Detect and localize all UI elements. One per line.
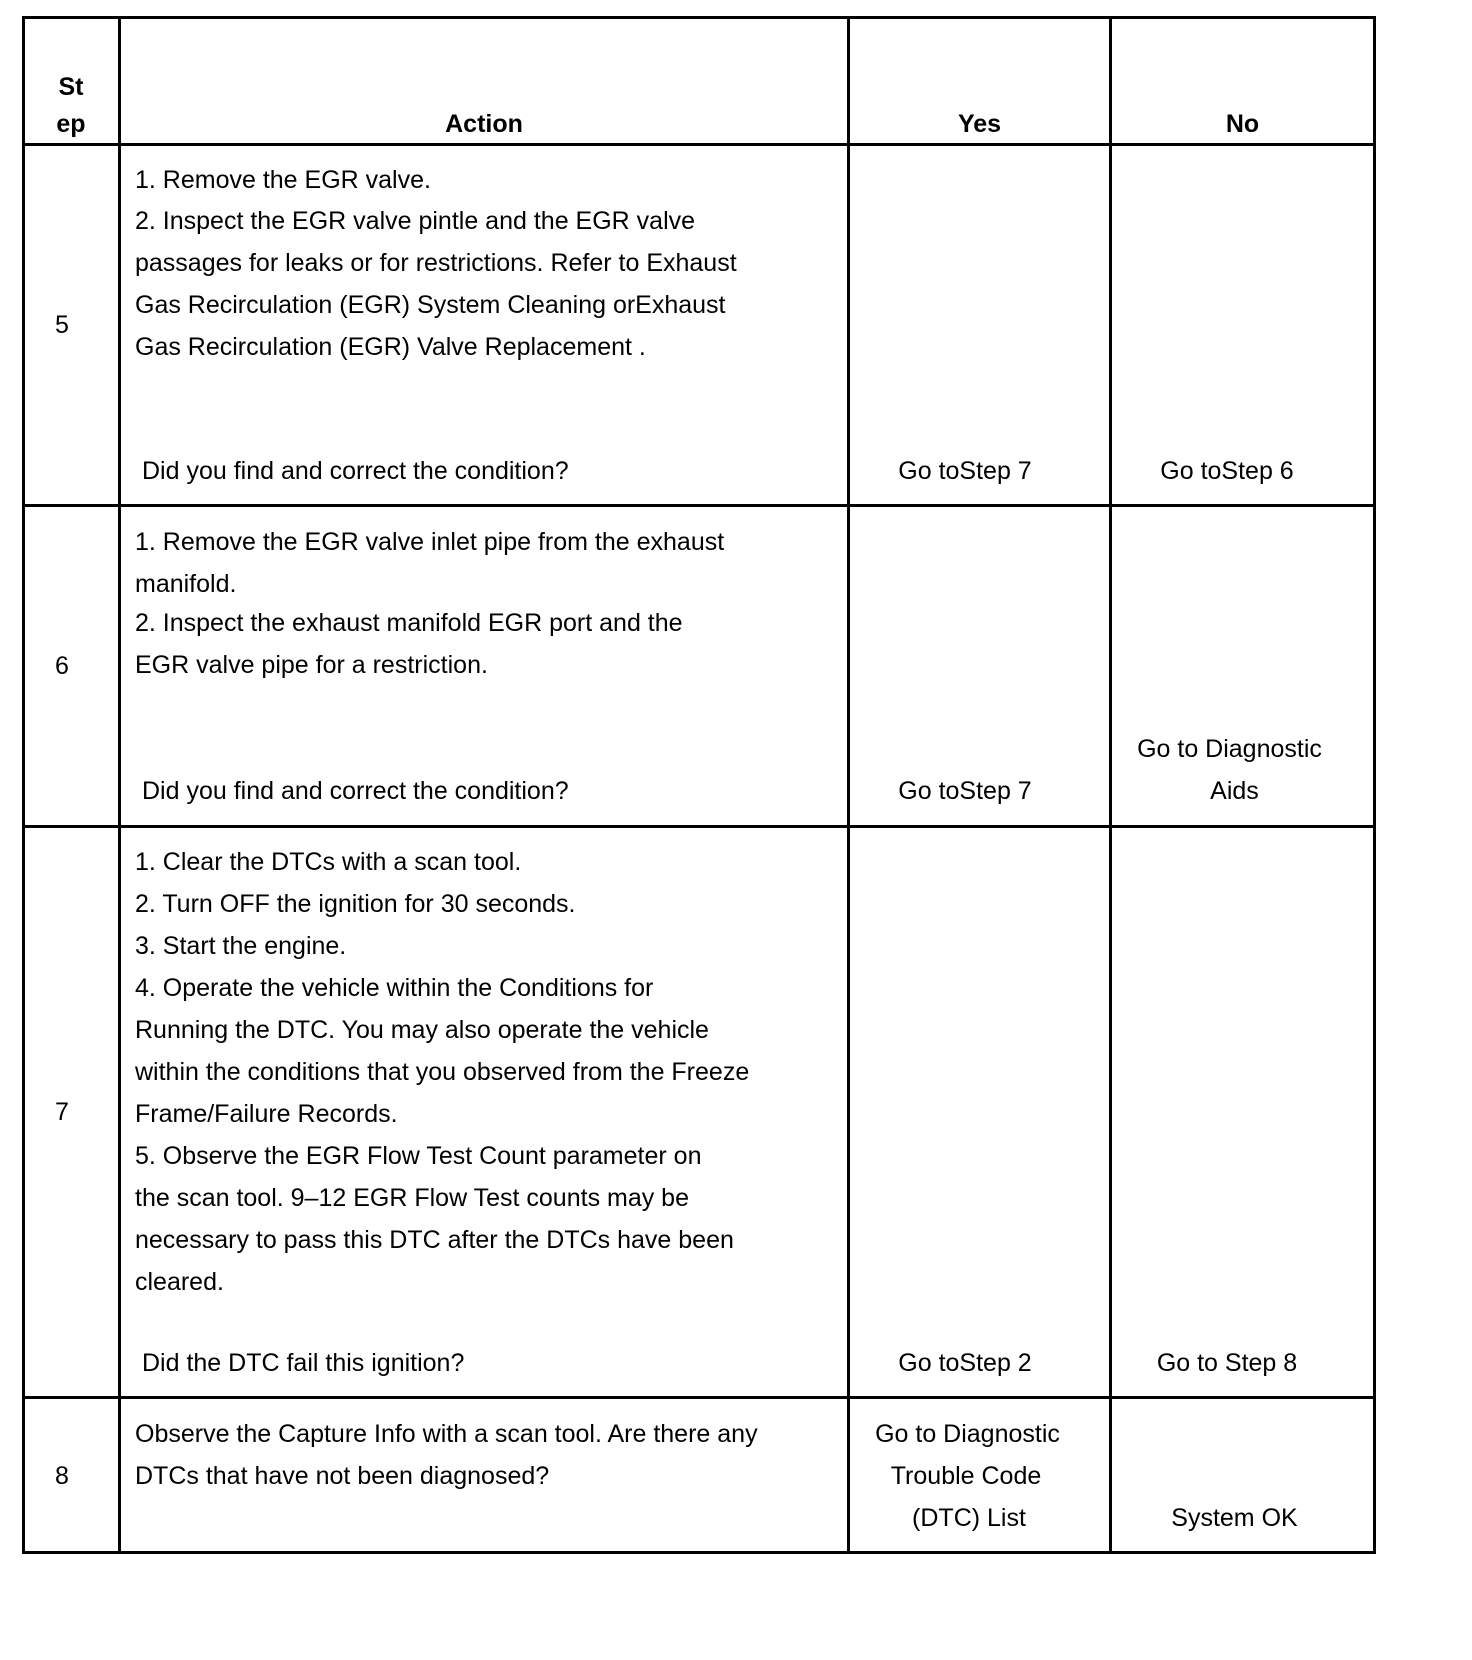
action-line: the scan tool. 9–12 EGR Flow Test counts may be: [135, 1184, 689, 1212]
table-border-top: [22, 16, 1376, 19]
action-question: Did the DTC fail this ignition?: [142, 1349, 465, 1377]
table-border-right: [1373, 16, 1376, 1554]
header-divider: [22, 143, 1376, 146]
no-outcome: System OK: [1171, 1504, 1298, 1532]
column-divider: [118, 16, 121, 1554]
step-number: 6: [55, 652, 69, 680]
action-line: Observe the Capture Info with a scan tool. Are there any: [135, 1420, 758, 1448]
header-step-line1: St: [58, 73, 84, 101]
action-line: 5. Observe the EGR Flow Test Count parameter on: [135, 1142, 702, 1170]
no-outcome: Aids: [1210, 777, 1259, 805]
no-outcome: Go to Diagnostic: [1137, 735, 1322, 763]
action-line: Running the DTC. You may also operate the vehicle: [135, 1016, 709, 1044]
table-border-left: [22, 16, 25, 1554]
action-line: 1. Remove the EGR valve inlet pipe from the exhaust: [135, 528, 725, 556]
yes-outcome: Go toStep 7: [898, 777, 1032, 805]
action-line: 4. Operate the vehicle within the Conditions for: [135, 974, 654, 1002]
action-question: Did you find and correct the condition?: [142, 777, 569, 805]
action-line: Frame/Failure Records.: [135, 1100, 398, 1128]
header-yes: Yes: [957, 110, 1002, 138]
action-line: cleared.: [135, 1268, 224, 1296]
action-line: DTCs that have not been diagnosed?: [135, 1462, 550, 1490]
yes-outcome: Go toStep 7: [898, 457, 1032, 485]
action-line: 3. Start the engine.: [135, 932, 347, 960]
action-line: EGR valve pipe for a restriction.: [135, 651, 488, 679]
action-line: Gas Recirculation (EGR) Valve Replacement .: [135, 333, 646, 361]
action-line: 2. Turn OFF the ignition for 30 seconds.: [135, 890, 576, 918]
step-number: 7: [55, 1098, 69, 1126]
row-divider: [22, 504, 1376, 507]
action-line: 2. Inspect the EGR valve pintle and the EGR valve: [135, 207, 696, 235]
header-no: No: [1225, 110, 1260, 138]
yes-outcome: Trouble Code: [890, 1462, 1042, 1490]
action-line: 1. Clear the DTCs with a scan tool.: [135, 848, 522, 876]
yes-outcome: Go to Diagnostic: [875, 1420, 1060, 1448]
yes-outcome: (DTC) List: [912, 1504, 1026, 1532]
action-question: Did you find and correct the condition?: [142, 457, 569, 485]
step-number: 8: [55, 1462, 69, 1490]
row-divider: [22, 825, 1376, 828]
action-line: 1. Remove the EGR valve.: [135, 166, 431, 194]
header-step-line2: ep: [56, 110, 86, 138]
action-line: necessary to pass this DTC after the DTCs have been: [135, 1226, 734, 1254]
table-border-bottom: [22, 1551, 1376, 1554]
no-outcome: Go to Step 8: [1156, 1349, 1298, 1377]
action-line: passages for leaks or for restrictions. Refer to Exhaust: [135, 249, 737, 277]
row-divider: [22, 1396, 1376, 1399]
action-line: within the conditions that you observed from the Freeze: [135, 1058, 750, 1086]
step-number: 5: [55, 311, 69, 339]
no-outcome: Go toStep 6: [1160, 457, 1294, 485]
action-line: manifold.: [135, 570, 237, 598]
yes-outcome: Go toStep 2: [898, 1349, 1032, 1377]
header-action: Action: [445, 110, 523, 138]
action-line: Gas Recirculation (EGR) System Cleaning orExhaust: [135, 291, 726, 319]
action-line: 2. Inspect the exhaust manifold EGR port and the: [135, 609, 683, 637]
